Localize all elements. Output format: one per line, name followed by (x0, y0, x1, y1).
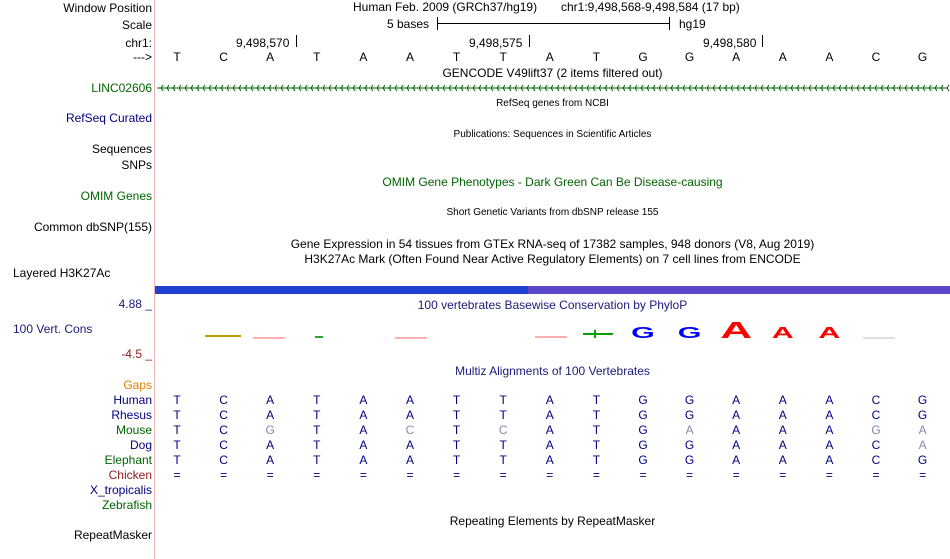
aligned-base: T (592, 453, 601, 467)
aligned-base: = (313, 468, 321, 482)
chr-label: chr1: (125, 36, 152, 50)
aligned-base: A (405, 393, 414, 407)
aligned-base: T (592, 423, 601, 437)
aligned-base: T (499, 408, 507, 422)
ruler-tick-1 (296, 35, 297, 47)
scale-bar-right-tick (669, 17, 670, 30)
aligned-base: C (871, 408, 881, 422)
track-title-dbsnp: Short Genetic Variants from dbSNP release 155 (446, 207, 659, 218)
aligned-base: = (173, 468, 181, 482)
aligned-base: G (638, 408, 648, 422)
aligned-base: A (545, 453, 554, 467)
scale-label: Scale (121, 18, 152, 32)
scale-bar-left-tick (437, 17, 438, 30)
aligned-base: C (498, 423, 508, 437)
aligned-base: A (266, 393, 275, 407)
aligned-base: A (359, 423, 368, 437)
track-label-linc[interactable]: LINC02606 (91, 81, 152, 95)
aligned-base: C (871, 438, 881, 452)
logo-letters (631, 318, 840, 344)
aligned-base: = (453, 468, 461, 482)
aligned-base: T (452, 438, 461, 452)
ref-base: A (359, 50, 368, 64)
aligned-base: G (684, 408, 695, 422)
ref-base: A (266, 50, 275, 64)
track-title-publications: Publications: Sequences in Scientific Articles (453, 129, 652, 140)
species-label-dog[interactable]: Dog (129, 438, 152, 452)
ref-base: A (825, 50, 834, 64)
aligned-base: = (592, 468, 600, 482)
aligned-base: T (313, 408, 321, 422)
logo-letter: G (631, 324, 655, 342)
track-title-phylop: 100 vertebrates Basewise Conservation by PhyloP (417, 298, 688, 312)
track-label-refseq[interactable]: RefSeq Curated (65, 111, 152, 125)
species-label-zebrafish[interactable]: Zebrafish (101, 498, 152, 512)
aligned-base: T (173, 438, 181, 452)
aligned-base: A (685, 423, 694, 437)
aligned-base: A (778, 453, 787, 467)
aligned-base: A (732, 438, 741, 452)
strand-arrow-label: ---> (133, 50, 152, 64)
aligned-base: T (499, 453, 507, 467)
ruler-tick-label-1: 9,498,570 (236, 36, 290, 50)
aligned-base: A (732, 408, 741, 422)
phylop-max-label: 4.88 _ (118, 297, 152, 311)
position-range: chr1:9,498,568-9,498,584 (17 bp) (561, 0, 740, 14)
aligned-base: A (405, 453, 414, 467)
h3k27ac-signal-bar (155, 286, 528, 294)
aligned-base: G (684, 438, 695, 452)
aligned-base: C (219, 423, 228, 437)
aligned-base: T (313, 423, 321, 437)
aligned-base: = (825, 468, 833, 482)
ref-base: A (545, 50, 554, 64)
ref-base: G (638, 50, 648, 64)
aligned-base: C (405, 423, 415, 437)
ref-base: A (405, 50, 414, 64)
scale-bases-label: 5 bases (387, 17, 430, 31)
aligned-base: T (313, 438, 321, 452)
ref-base: T (173, 50, 181, 64)
ruler-tick-label-3: 9,498,580 (703, 36, 757, 50)
window-position-label: Window Position (63, 1, 152, 15)
phylop-logo[interactable] (155, 312, 950, 344)
aligned-base: A (778, 408, 787, 422)
track-label-layered-h3k27ac[interactable]: Layered H3K27Ac (13, 266, 111, 280)
aligned-base: A (732, 393, 741, 407)
aligned-base: G (684, 453, 695, 467)
ref-base: T (499, 50, 507, 64)
track-title-gencode: GENCODE V49lift37 (2 items filtered out) (442, 66, 663, 80)
ref-base: C (871, 50, 881, 64)
track-label-sequences[interactable]: Sequences (91, 142, 152, 156)
aligned-base: T (592, 408, 601, 422)
aligned-base: T (452, 393, 461, 407)
aligned-base: = (220, 468, 228, 482)
aligned-base: A (359, 438, 368, 452)
ref-base: A (778, 50, 787, 64)
aligned-base: A (405, 438, 414, 452)
aligned-base: G (638, 393, 648, 407)
track-label-repeatmasker[interactable]: RepeatMasker (73, 528, 152, 542)
aligned-base: T (313, 393, 321, 407)
track-title-refseq: RefSeq genes from NCBI (496, 98, 609, 109)
aligned-base: A (918, 438, 927, 452)
scale-assembly-label: hg19 (679, 17, 706, 31)
aligned-base: G (871, 423, 881, 437)
ref-base: G (684, 50, 695, 64)
track-display[interactable] (155, 0, 950, 559)
aligned-base: = (499, 468, 507, 482)
ruler-tick-2 (529, 35, 530, 47)
track-label-snps[interactable]: SNPs (121, 158, 152, 172)
aligned-base: A (545, 438, 554, 452)
track-label-cons[interactable]: 100 Vert. Cons (13, 322, 93, 336)
aligned-base: T (452, 453, 461, 467)
aligned-base: = (779, 468, 787, 482)
aligned-base: C (219, 453, 228, 467)
aligned-base: C (871, 453, 881, 467)
aligned-base: A (825, 423, 834, 437)
linc-gene-track[interactable] (155, 84, 950, 92)
aligned-base: = (639, 468, 647, 482)
ref-base: T (592, 50, 601, 64)
aligned-base: = (919, 468, 927, 482)
aligned-base: A (266, 408, 275, 422)
ref-base: C (219, 50, 228, 64)
aligned-base: A (266, 438, 275, 452)
scale-bar (437, 23, 669, 24)
aligned-base: G (917, 408, 928, 422)
aligned-base: T (592, 393, 601, 407)
aligned-base: = (359, 468, 367, 482)
species-label-mouse[interactable]: Mouse (115, 423, 152, 437)
aligned-base: A (825, 453, 834, 467)
track-label-gaps[interactable]: Gaps (123, 378, 152, 392)
logo-letter: A (771, 324, 794, 342)
assembly-title: Human Feb. 2009 (GRCh37/hg19) (353, 0, 538, 14)
h3k27ac-signal-bar-right (528, 286, 950, 294)
ref-base: T (452, 50, 461, 64)
ruler-tick-label-2: 9,498,575 (469, 36, 523, 50)
aligned-base: A (545, 393, 554, 407)
track-label-omim[interactable]: OMIM Genes (80, 189, 152, 203)
aligned-base: A (825, 408, 834, 422)
aligned-base: A (778, 393, 787, 407)
aligned-base: = (266, 468, 274, 482)
track-title-omim: OMIM Gene Phenotypes - Dark Green Can Be Disease-causing (382, 175, 723, 189)
aligned-base: T (452, 423, 461, 437)
aligned-base: T (173, 393, 181, 407)
aligned-base: T (592, 438, 601, 452)
species-label-chicken[interactable]: Chicken (108, 468, 152, 482)
aligned-base: A (545, 408, 554, 422)
aligned-base: = (732, 468, 740, 482)
aligned-base: = (686, 468, 694, 482)
track-title-multiz: Multiz Alignments of 100 Vertebrates (455, 364, 650, 378)
phylop-min-label: -4.5 _ (121, 347, 152, 361)
logo-letter: G (677, 324, 702, 342)
aligned-base: A (778, 438, 787, 452)
aligned-base: T (173, 453, 181, 467)
aligned-base: A (405, 408, 414, 422)
aligned-base: G (638, 453, 648, 467)
logo-letter: A (818, 324, 841, 342)
track-labels (0, 0, 154, 559)
aligned-base: A (359, 393, 368, 407)
aligned-base: G (638, 423, 648, 437)
track-title-gtex: Gene Expression in 54 tissues from GTEx RNA-seq of 17382 samples, 948 donors (V8, Aug 2019) (290, 237, 815, 251)
track-label-common-dbsnp[interactable]: Common dbSNP(155) (33, 220, 152, 234)
aligned-base: G (265, 423, 275, 437)
aligned-base: A (732, 453, 741, 467)
ruler-tick-3 (762, 35, 763, 47)
aligned-base: G (638, 438, 648, 452)
ref-base: T (313, 50, 321, 64)
aligned-base: A (545, 423, 554, 437)
ref-base: G (917, 50, 928, 64)
aligned-base: A (266, 453, 275, 467)
aligned-base: G (917, 393, 928, 407)
aligned-base: T (173, 408, 181, 422)
aligned-base: C (219, 393, 228, 407)
aligned-base: T (499, 438, 507, 452)
aligned-base: T (499, 393, 507, 407)
species-label-elephant[interactable]: Elephant (104, 453, 152, 467)
aligned-base: = (872, 468, 880, 482)
species-label-x_tropicalis[interactable]: X_tropicalis (89, 483, 152, 497)
aligned-base: A (918, 423, 927, 437)
aligned-base: C (219, 408, 228, 422)
aligned-base: G (917, 453, 928, 467)
aligned-base: A (825, 393, 834, 407)
aligned-base: A (359, 453, 368, 467)
aligned-base: A (359, 408, 368, 422)
aligned-base: = (546, 468, 554, 482)
aligned-base: A (732, 423, 741, 437)
aligned-base: T (452, 408, 461, 422)
aligned-base: = (406, 468, 414, 482)
logo-letter: A (720, 317, 753, 344)
species-label-rhesus[interactable]: Rhesus (111, 408, 152, 422)
aligned-base: T (313, 453, 321, 467)
aligned-base: A (825, 438, 834, 452)
aligned-base: T (173, 423, 181, 437)
track-title-h3k27ac: H3K27Ac Mark (Often Found Near Active Regulatory Elements) on 7 cell lines from ENCODE (304, 252, 801, 266)
aligned-base: A (778, 423, 787, 437)
ref-base: A (732, 50, 741, 64)
aligned-base: G (684, 393, 695, 407)
track-title-repeatmasker: Repeating Elements by RepeatMasker (449, 514, 656, 528)
aligned-base: C (219, 438, 228, 452)
aligned-base: C (871, 393, 881, 407)
species-label-human[interactable]: Human (113, 393, 152, 407)
